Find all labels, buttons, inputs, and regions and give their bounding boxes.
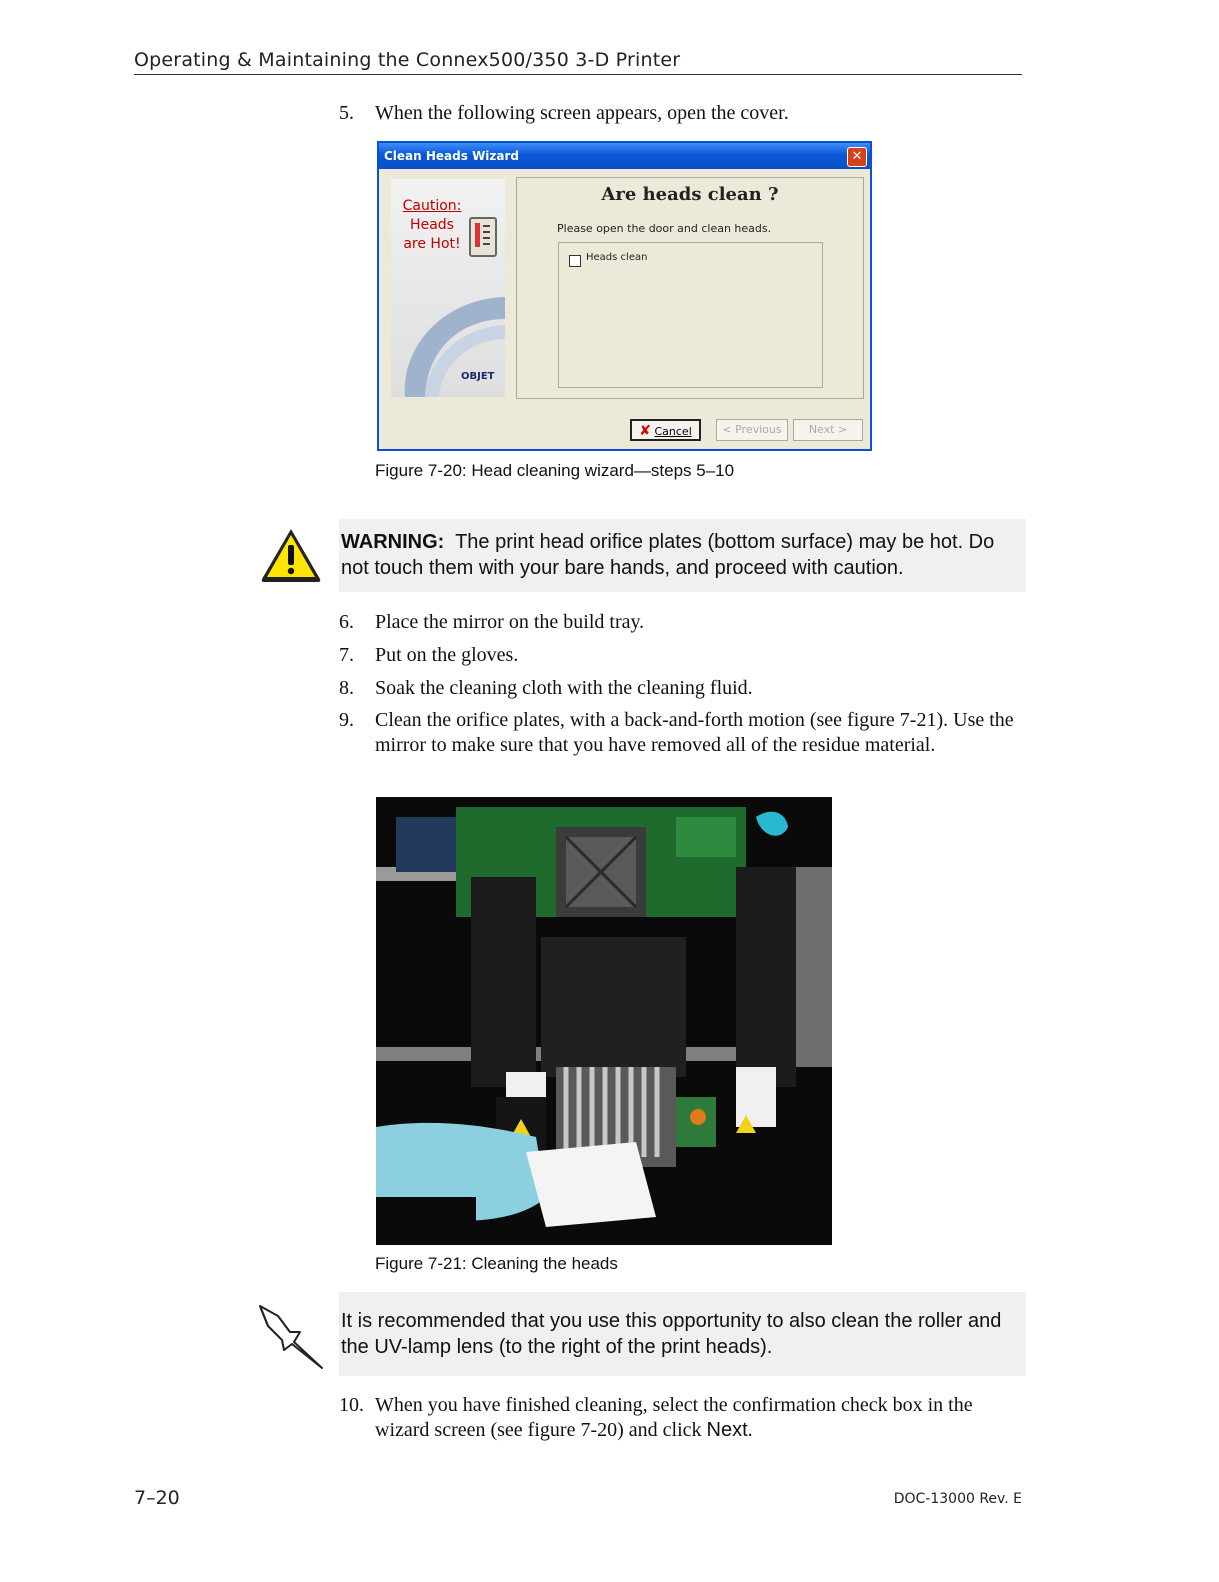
next-button[interactable]	[793, 419, 863, 441]
step-text: Clean the orifice plates, with a back-and-forth motion (see figure 7-21). Use the mirror to make sure that you have removed all of the residue material.	[375, 709, 1014, 756]
step-8	[339, 676, 1039, 701]
print-heads-photo	[376, 797, 832, 1245]
page-number: 7–20	[134, 1487, 180, 1509]
note-box	[339, 1292, 1026, 1376]
wizard-content-panel	[516, 177, 864, 399]
figure-caption-7-20: Figure 7-20: Head cleaning wizard—steps 5–10	[375, 461, 735, 480]
step-7	[339, 643, 1039, 668]
step-number: 5.	[339, 102, 354, 124]
step-text: Place the mirror on the build tray.	[375, 611, 645, 633]
next-reference: Next	[706, 1419, 748, 1441]
step-10	[339, 1393, 1039, 1445]
next-label: Next	[808, 423, 835, 436]
heads-clean-checkbox[interactable]	[569, 255, 581, 267]
step-text: Soak the cleaning cloth with the cleaning fluid.	[375, 677, 753, 699]
step-text: Put on the gloves.	[375, 644, 519, 666]
cancel-button[interactable]	[630, 419, 701, 441]
step-number: 9.	[339, 709, 354, 731]
step-number: 8.	[339, 677, 354, 699]
wizard-heading: Are heads clean ?	[601, 184, 779, 205]
step-9	[339, 708, 1039, 784]
caution-line-2: are Hot!	[403, 236, 461, 252]
step-text-end: .	[747, 1419, 753, 1441]
caution-label: Caution:	[402, 198, 462, 214]
next-arrow-icon: >	[837, 423, 848, 436]
objet-logo: OBJET	[461, 371, 495, 382]
caution-line-1: Heads	[410, 217, 454, 233]
warning-text: The print head orifice plates (bottom surface) may be hot. Do not touch them with your bare hands, and proceed with caution.	[341, 531, 995, 579]
step-text-main: When you have finished cleaning, select the confirmation check box in the wizard screen (see figure 7-20) and click	[375, 1394, 973, 1441]
step-text: When the following screen appears, open the cover.	[375, 102, 789, 124]
doc-id: DOC-13000 Rev. E	[893, 1491, 1022, 1507]
checkbox-group	[558, 242, 823, 388]
previous-button[interactable]	[716, 419, 788, 441]
warning-label: WARNING:	[341, 531, 445, 553]
wizard-title: Clean Heads Wizard	[379, 143, 870, 169]
pushpin-icon	[256, 1302, 326, 1372]
decorative-swoosh	[391, 179, 505, 397]
running-header: Operating & Maintaining the Connex500/350 3-D Printer	[134, 46, 1022, 75]
cancel-label: Cancel	[654, 425, 692, 438]
step-number: 10.	[339, 1394, 364, 1416]
clean-heads-wizard-window	[377, 141, 872, 451]
step-6	[339, 610, 1039, 635]
step-text	[375, 1393, 1025, 1443]
print-heads-illustration	[376, 797, 832, 1245]
heads-clean-label: Heads clean	[586, 252, 648, 263]
previous-arrow-icon: <	[722, 423, 732, 436]
wizard-side-panel	[391, 179, 505, 397]
figure-caption-7-21: Figure 7-21: Cleaning the heads	[375, 1254, 618, 1273]
wizard-instruction: Please open the door and clean heads.	[557, 222, 772, 235]
warning-box	[339, 519, 1026, 592]
cancel-x-icon: ✘	[639, 423, 651, 439]
step-5	[339, 101, 1039, 126]
note-text: It is recommended that you use this opportunity to also clean the roller and the UV-lamp lens (to the right of the print heads).	[341, 1310, 1002, 1358]
close-icon[interactable]: ✕	[847, 147, 867, 167]
step-number: 6.	[339, 611, 354, 633]
step-number: 7.	[339, 644, 354, 666]
warning-triangle-icon	[258, 525, 324, 585]
previous-label: Previous	[735, 423, 782, 436]
